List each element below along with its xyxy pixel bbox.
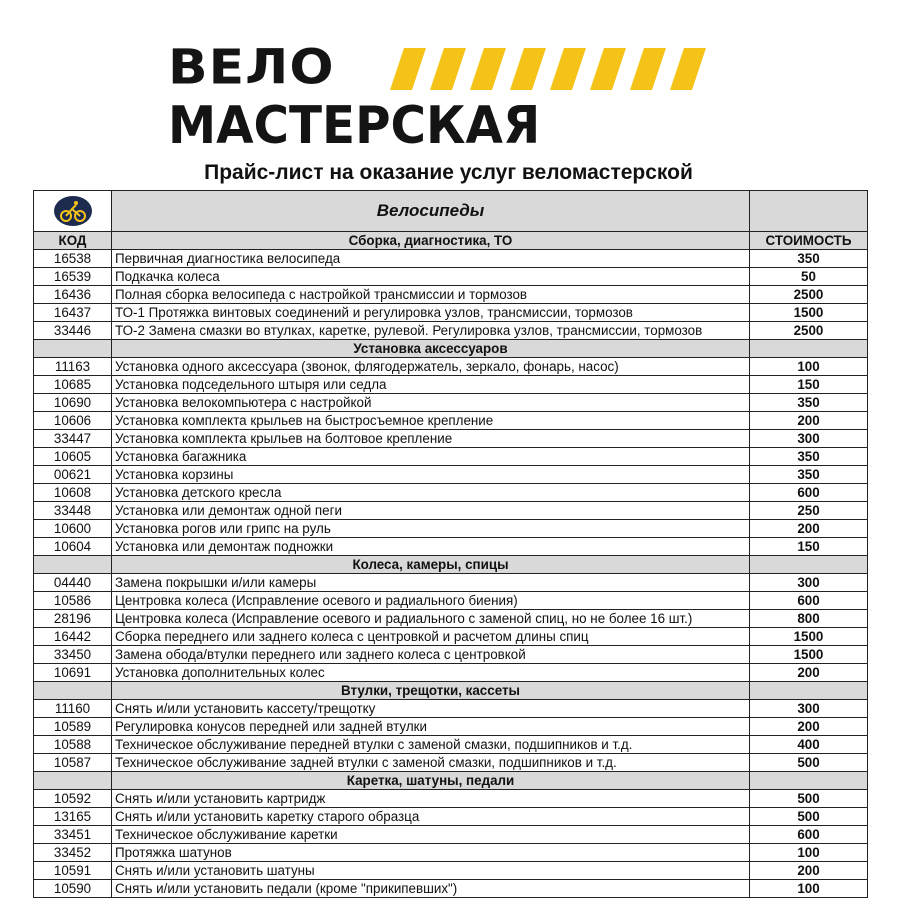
section-header <box>34 340 868 358</box>
service-code: 33448 <box>34 502 112 520</box>
service-code: 33450 <box>34 646 112 664</box>
section-blank <box>750 682 868 700</box>
service-name: ТО-1 Протяжка винтовых соединений и регулировка узлов, трансмиссии, тормозов <box>112 304 750 322</box>
service-code: 10586 <box>34 592 112 610</box>
table-row <box>34 502 868 520</box>
table-row <box>34 394 868 412</box>
service-name: Установка детского кресла <box>112 484 750 502</box>
service-price: 100 <box>750 880 868 898</box>
service-name: Снять и/или установить шатуны <box>112 862 750 880</box>
section-title: Колеса, камеры, спицы <box>112 556 750 574</box>
service-name: Установка велокомпьютера с настройкой <box>112 394 750 412</box>
service-price: 350 <box>750 394 868 412</box>
service-code: 10591 <box>34 862 112 880</box>
section-title: Втулки, трещотки, кассеты <box>112 682 750 700</box>
service-code: 10690 <box>34 394 112 412</box>
service-price: 150 <box>750 538 868 556</box>
service-name: Установка рогов или грипс на руль <box>112 520 750 538</box>
section-blank <box>34 772 112 790</box>
service-price: 300 <box>750 430 868 448</box>
table-row <box>34 268 868 286</box>
logo-cell <box>34 191 112 232</box>
service-code: 16539 <box>34 268 112 286</box>
table-row <box>34 664 868 682</box>
service-code: 11163 <box>34 358 112 376</box>
table-row <box>34 574 868 592</box>
section-header <box>34 682 868 700</box>
col-price-header: СТОИМОСТЬ <box>750 232 868 250</box>
service-price: 250 <box>750 502 868 520</box>
service-price: 2500 <box>750 286 868 304</box>
table-row <box>34 448 868 466</box>
service-price: 500 <box>750 790 868 808</box>
table-row <box>34 466 868 484</box>
table-row <box>34 610 868 628</box>
table-row <box>34 250 868 268</box>
table-row <box>34 808 868 826</box>
service-code: 10600 <box>34 520 112 538</box>
service-price: 350 <box>750 250 868 268</box>
section-title: Каретка, шатуны, педали <box>112 772 750 790</box>
service-code: 00621 <box>34 466 112 484</box>
service-name: Протяжка шатунов <box>112 844 750 862</box>
col-code-header: КОД <box>34 232 112 250</box>
service-price: 350 <box>750 466 868 484</box>
top-right-blank <box>750 191 868 232</box>
service-price: 300 <box>750 700 868 718</box>
service-name: Установка комплекта крыльев на болтовое крепление <box>112 430 750 448</box>
table-row <box>34 628 868 646</box>
table-row <box>34 322 868 340</box>
service-name: Подкачка колеса <box>112 268 750 286</box>
service-code: 13165 <box>34 808 112 826</box>
table-row <box>34 484 868 502</box>
table-row <box>34 358 868 376</box>
service-code: 10605 <box>34 448 112 466</box>
table-row <box>34 880 868 898</box>
service-price: 150 <box>750 376 868 394</box>
service-name: Центровка колеса (Исправление осевого и радиального биения) <box>112 592 750 610</box>
table-row <box>34 754 868 772</box>
service-code: 16436 <box>34 286 112 304</box>
service-price: 100 <box>750 844 868 862</box>
table-row <box>34 592 868 610</box>
logo-stripes-icon <box>390 48 706 90</box>
table-row <box>34 520 868 538</box>
service-code: 28196 <box>34 610 112 628</box>
service-code: 33451 <box>34 826 112 844</box>
table-row <box>34 304 868 322</box>
service-code: 33447 <box>34 430 112 448</box>
service-name: Снять и/или установить картридж <box>112 790 750 808</box>
service-name: Замена обода/втулки переднего или заднего колеса с центровкой <box>112 646 750 664</box>
section-title: Установка аксессуаров <box>112 340 750 358</box>
service-price: 600 <box>750 826 868 844</box>
service-code: 16437 <box>34 304 112 322</box>
table-row <box>34 736 868 754</box>
service-code: 33452 <box>34 844 112 862</box>
table-row <box>34 646 868 664</box>
service-name: Снять и/или установить каретку старого образца <box>112 808 750 826</box>
service-price: 200 <box>750 862 868 880</box>
price-table <box>33 190 868 898</box>
service-name: ТО-2 Замена смазки во втулках, каретке, рулевой. Регулировка узлов, трансмиссии, тормозов <box>112 322 750 340</box>
section-title: Сборка, диагностика, ТО <box>112 232 750 250</box>
cyclist-badge-icon <box>54 196 92 226</box>
service-price: 300 <box>750 574 868 592</box>
service-code: 10691 <box>34 664 112 682</box>
service-name: Техническое обслуживание передней втулки с заменой смазки, подшипников и т.д. <box>112 736 750 754</box>
service-name: Первичная диагностика велосипеда <box>112 250 750 268</box>
table-row <box>34 412 868 430</box>
service-name: Регулировка конусов передней или задней втулки <box>112 718 750 736</box>
service-price: 800 <box>750 610 868 628</box>
service-price: 500 <box>750 808 868 826</box>
service-name: Установка подседельного штыря или седла <box>112 376 750 394</box>
service-code: 10608 <box>34 484 112 502</box>
service-code: 10589 <box>34 718 112 736</box>
service-code: 10588 <box>34 736 112 754</box>
service-price: 350 <box>750 448 868 466</box>
service-name: Замена покрышки и/или камеры <box>112 574 750 592</box>
service-price: 200 <box>750 718 868 736</box>
service-name: Сборка переднего или заднего колеса с центровкой и расчетом длины спиц <box>112 628 750 646</box>
table-row <box>34 538 868 556</box>
main-heading: Велосипеды <box>112 191 750 232</box>
table-row <box>34 376 868 394</box>
service-code: 04440 <box>34 574 112 592</box>
service-price: 600 <box>750 484 868 502</box>
service-name: Установка или демонтаж подножки <box>112 538 750 556</box>
service-code: 10590 <box>34 880 112 898</box>
service-price: 200 <box>750 520 868 538</box>
service-name: Центровка колеса (Исправление осевого и радиального с заменой спиц, но не более 16 шт.) <box>112 610 750 628</box>
section-blank <box>34 340 112 358</box>
page-title: Прайс-лист на оказание услуг веломастерской <box>204 161 693 184</box>
table-row <box>34 844 868 862</box>
section-header <box>34 556 868 574</box>
service-name: Установка комплекта крыльев на быстросъемное крепление <box>112 412 750 430</box>
logo-word-velo: ВЕЛО <box>168 40 335 96</box>
service-price: 1500 <box>750 628 868 646</box>
service-code: 10604 <box>34 538 112 556</box>
table-top-row <box>34 191 868 232</box>
service-price: 200 <box>750 412 868 430</box>
service-price: 1500 <box>750 646 868 664</box>
service-name: Установка или демонтаж одной пеги <box>112 502 750 520</box>
table-row <box>34 700 868 718</box>
table-row <box>34 430 868 448</box>
section-blank <box>34 682 112 700</box>
section-blank <box>750 772 868 790</box>
service-code: 10587 <box>34 754 112 772</box>
service-name: Установка багажника <box>112 448 750 466</box>
service-price: 50 <box>750 268 868 286</box>
logo-word-masterskaya: МАСТЕРСКАЯ <box>168 96 541 156</box>
service-name: Полная сборка велосипеда с настройкой трансмиссии и тормозов <box>112 286 750 304</box>
service-price: 400 <box>750 736 868 754</box>
section-header <box>34 232 868 250</box>
service-name: Снять и/или установить кассету/трещотку <box>112 700 750 718</box>
section-header <box>34 772 868 790</box>
table-row <box>34 286 868 304</box>
service-price: 600 <box>750 592 868 610</box>
service-code: 10685 <box>34 376 112 394</box>
section-blank <box>750 340 868 358</box>
service-price: 500 <box>750 754 868 772</box>
service-code: 33446 <box>34 322 112 340</box>
logo <box>168 40 708 162</box>
price-sheet <box>33 190 867 898</box>
service-price: 100 <box>750 358 868 376</box>
service-name: Снять и/или установить педали (кроме "прикипевших") <box>112 880 750 898</box>
service-name: Установка дополнительных колес <box>112 664 750 682</box>
service-name: Установка корзины <box>112 466 750 484</box>
service-code: 10592 <box>34 790 112 808</box>
table-row <box>34 718 868 736</box>
table-row <box>34 790 868 808</box>
service-price: 2500 <box>750 322 868 340</box>
service-name: Техническое обслуживание задней втулки с заменой смазки, подшипников и т.д. <box>112 754 750 772</box>
service-code: 16538 <box>34 250 112 268</box>
service-code: 11160 <box>34 700 112 718</box>
section-blank <box>750 556 868 574</box>
service-name: Техническое обслуживание каретки <box>112 826 750 844</box>
section-blank <box>34 556 112 574</box>
service-price: 1500 <box>750 304 868 322</box>
service-price: 200 <box>750 664 868 682</box>
service-code: 10606 <box>34 412 112 430</box>
table-row <box>34 826 868 844</box>
service-name: Установка одного аксессуара (звонок, флягодержатель, зеркало, фонарь, насос) <box>112 358 750 376</box>
table-row <box>34 862 868 880</box>
service-code: 16442 <box>34 628 112 646</box>
